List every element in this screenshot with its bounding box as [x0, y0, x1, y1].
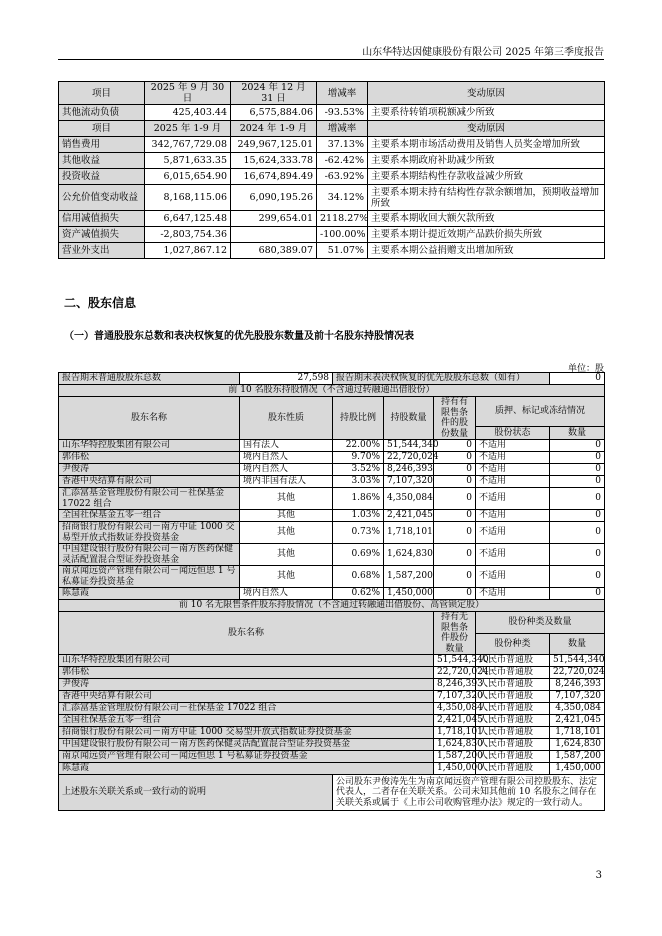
share-count: 8,246,393	[550, 679, 605, 691]
pledge-status: 不适用	[476, 440, 550, 452]
item-cell: 销售费用	[59, 137, 145, 153]
pledge-count: 0	[550, 488, 605, 510]
value-cell: 5,871,633.35	[145, 153, 231, 169]
holder-restricted: 0	[434, 464, 476, 476]
table-row	[59, 510, 605, 522]
pledge-count: 0	[550, 522, 605, 544]
header-cell: 2025 年 1-9 月	[145, 121, 231, 137]
holder-qty: 1,450,000	[384, 588, 434, 600]
header-cell: 股份种类	[476, 633, 550, 655]
reason-cell: 主要系本期政府补助减少所致	[368, 153, 605, 169]
holder-nature: 其他	[240, 544, 333, 566]
pledge-count: 0	[550, 452, 605, 464]
header-cell: 股份状态	[476, 427, 550, 440]
holder-name: 南京闻远资产管理有限公司－闻远恒思 1 号私募证券投资基金	[59, 751, 434, 763]
table-row	[59, 588, 605, 600]
unrestricted-qty: 22,720,024	[434, 667, 476, 679]
table-row	[59, 211, 605, 227]
holder-restricted: 0	[434, 476, 476, 488]
item-cell: 资产减值损失	[59, 227, 145, 243]
table-row	[59, 185, 605, 211]
holder-name: 郭伟松	[59, 667, 434, 679]
pref-holders-value: 0	[550, 373, 605, 385]
pledge-count: 0	[550, 544, 605, 566]
table-row	[59, 763, 605, 775]
header-cell: 增减率	[317, 121, 368, 137]
table-row	[59, 476, 605, 488]
unit-label: 单位：股	[567, 364, 604, 374]
value-cell: 8,168,115.06	[145, 185, 231, 211]
pledge-status: 不适用	[476, 488, 550, 510]
holder-qty: 1,587,200	[384, 566, 434, 588]
table-header-row	[59, 82, 605, 105]
pledge-count: 0	[550, 566, 605, 588]
header-cell: 股份种类及数量	[476, 612, 605, 634]
holder-name: 尹俊涛	[59, 679, 434, 691]
holder-ratio: 0.68%	[333, 566, 384, 588]
share-kind: 人民币普通股	[476, 703, 550, 715]
header-cell: 项目	[59, 82, 145, 105]
holder-restricted: 0	[434, 588, 476, 600]
holder-ratio: 1.86%	[333, 488, 384, 510]
share-kind: 人民币普通股	[476, 739, 550, 751]
table-header-row	[59, 397, 605, 427]
pledge-count: 0	[550, 588, 605, 600]
share-count: 2,421,045	[550, 715, 605, 727]
holder-ratio: 1.03%	[333, 510, 384, 522]
holder-name: 陈慧霞	[59, 588, 240, 600]
share-count: 1,718,101	[550, 727, 605, 739]
table-row	[59, 464, 605, 476]
item-cell: 信用减值损失	[59, 211, 145, 227]
holder-nature: 境内自然人	[240, 452, 333, 464]
value-cell: 1,027,867.12	[145, 243, 231, 259]
share-count: 4,350,084	[550, 703, 605, 715]
header-divider	[58, 59, 604, 60]
value-cell: 299,654.01	[231, 211, 317, 227]
holder-name: 山东华特控股集团有限公司	[59, 440, 240, 452]
holder-name: 招商银行股份有限公司－南方中证 1000 交易型开放式指数证券投资基金	[59, 522, 240, 544]
pledge-status: 不适用	[476, 476, 550, 488]
holder-qty: 7,107,320	[384, 476, 434, 488]
holder-restricted: 0	[434, 488, 476, 510]
pledge-status: 不适用	[476, 588, 550, 600]
table-header-row	[59, 612, 605, 634]
top10-title-row	[59, 385, 605, 397]
share-count: 1,450,000	[550, 763, 605, 775]
table-row	[59, 440, 605, 452]
holder-name: 全国社保基金五零一组合	[59, 510, 240, 522]
unrestricted-qty: 2,421,045	[434, 715, 476, 727]
holder-nature: 境内非国有法人	[240, 476, 333, 488]
pledge-status: 不适用	[476, 510, 550, 522]
header-cell: 数量	[550, 427, 605, 440]
holder-ratio: 9.70%	[333, 452, 384, 464]
pledge-count: 0	[550, 464, 605, 476]
holder-nature: 其他	[240, 488, 333, 510]
rate-cell: -63.92%	[317, 169, 368, 185]
table-row	[59, 703, 605, 715]
page-header: 山东华特达因健康股份有限公司 2025 年第三季度报告	[362, 47, 604, 58]
table-row	[59, 566, 605, 588]
pledge-status: 不适用	[476, 544, 550, 566]
item-cell: 营业外支出	[59, 243, 145, 259]
rate-cell: 2118.27%	[317, 211, 368, 227]
holder-qty: 4,350,084	[384, 488, 434, 510]
pledge-status: 不适用	[476, 566, 550, 588]
header-cell: 持有无限售条件股份数量	[434, 612, 476, 655]
header-cell: 增减率	[317, 82, 368, 105]
unrestricted-qty: 7,107,320	[434, 691, 476, 703]
value-cell: 15,624,333.78	[231, 153, 317, 169]
unrestricted-qty: 1,587,200	[434, 751, 476, 763]
holder-qty: 1,718,101	[384, 522, 434, 544]
holder-name: 南京闻远资产管理有限公司－闻远恒思 1 号私募证券投资基金	[59, 566, 240, 588]
value-cell: 6,090,195.26	[231, 185, 317, 211]
header-cell: 股东性质	[240, 397, 333, 440]
holder-nature: 境内自然人	[240, 588, 333, 600]
shareholder-table	[58, 372, 605, 811]
total-holders-label: 报告期末普通股股东总数	[59, 373, 240, 385]
value-cell: 249,967,125.01	[231, 137, 317, 153]
holder-name: 中国建设银行股份有限公司－南方医药保健灵活配置混合型证券投资基金	[59, 544, 240, 566]
value-cell: 425,403.44	[145, 105, 231, 121]
holder-qty: 2,421,045	[384, 510, 434, 522]
holder-name: 招商银行股份有限公司－南方中证 1000 交易型开放式指数证券投资基金	[59, 727, 434, 739]
holder-name: 香港中央结算有限公司	[59, 476, 240, 488]
holder-name: 汇添富基金管理股份有限公司－社保基金 17022 组合	[59, 703, 434, 715]
holder-ratio: 0.69%	[333, 544, 384, 566]
rate-cell: 34.12%	[317, 185, 368, 211]
rate-cell: -100.00%	[317, 227, 368, 243]
holder-name: 尹俊涛	[59, 464, 240, 476]
table-row	[59, 105, 605, 121]
holder-name: 香港中央结算有限公司	[59, 691, 434, 703]
table-row	[59, 522, 605, 544]
reason-cell: 主要系本期收回大额欠款所致	[368, 211, 605, 227]
share-count: 51,544,340	[550, 655, 605, 667]
holder-restricted: 0	[434, 522, 476, 544]
rate-cell: -93.53%	[317, 105, 368, 121]
header-cell: 质押、标记或冻结情况	[476, 397, 605, 427]
value-cell: 6,575,884.06	[231, 105, 317, 121]
share-kind: 人民币普通股	[476, 679, 550, 691]
holder-name: 山东华特控股集团有限公司	[59, 655, 434, 667]
pledge-status: 不适用	[476, 452, 550, 464]
holder-restricted: 0	[434, 452, 476, 464]
value-cell: 6,647,125.48	[145, 211, 231, 227]
top10-title: 前 10 名股东持股情况（不含通过转融通出借股份）	[59, 385, 605, 397]
share-count: 22,720,024	[550, 667, 605, 679]
share-kind: 人民币普通股	[476, 667, 550, 679]
table-row	[59, 715, 605, 727]
holder-name: 中国建设银行股份有限公司－南方医药保健灵活配置混合型证券投资基金	[59, 739, 434, 751]
relation-text: 公司股东尹俊涛先生为南京闻远资产管理有限公司控股股东、法定代表人，二者存在关联关系。公司未知其他前 10 名股东之间存在关联关系或属于《上市公司收购管理办法》规定的一致行动人。	[333, 775, 605, 811]
header-cell: 股东名称	[59, 612, 434, 655]
share-kind: 人民币普通股	[476, 655, 550, 667]
table-row	[59, 227, 605, 243]
pledge-count: 0	[550, 476, 605, 488]
value-cell: 680,389.07	[231, 243, 317, 259]
balance-change-table	[58, 81, 605, 259]
unrestricted-qty: 8,246,393	[434, 679, 476, 691]
item-cell: 其他收益	[59, 153, 145, 169]
holder-ratio: 3.03%	[333, 476, 384, 488]
table-row	[59, 544, 605, 566]
reason-cell: 主要系本期市场活动费用及销售人员奖金增加所致	[368, 137, 605, 153]
reason-cell: 主要系待转销项税额减少所致	[368, 105, 605, 121]
table-row	[59, 137, 605, 153]
rate-cell: -62.42%	[317, 153, 368, 169]
share-kind: 人民币普通股	[476, 751, 550, 763]
holder-qty: 8,246,393	[384, 464, 434, 476]
holder-restricted: 0	[434, 544, 476, 566]
holder-nature: 国有法人	[240, 440, 333, 452]
rate-cell: 51.07%	[317, 243, 368, 259]
holder-name: 汇添富基金管理股份有限公司－社保基金 17022 组合	[59, 488, 240, 510]
holder-name: 全国社保基金五零一组合	[59, 715, 434, 727]
table-row	[59, 488, 605, 510]
header-cell: 持股数量	[384, 397, 434, 440]
pref-holders-label: 报告期末表决权恢复的优先股股东总数（如有）	[333, 373, 550, 385]
unrestricted-qty: 4,350,084	[434, 703, 476, 715]
holder-nature: 其他	[240, 522, 333, 544]
header-cell: 2024 年 1-9 月	[231, 121, 317, 137]
header-cell: 2024 年 12 月 31 日	[231, 82, 317, 105]
share-count: 1,587,200	[550, 751, 605, 763]
header-cell: 项目	[59, 121, 145, 137]
holder-nature: 其他	[240, 510, 333, 522]
unrestricted-title: 前 10 名无限售条件股东持股情况（不含通过转融通出借股份、高管锁定股）	[59, 600, 605, 612]
unrestricted-qty: 1,718,101	[434, 727, 476, 739]
share-kind: 人民币普通股	[476, 715, 550, 727]
pledge-count: 0	[550, 510, 605, 522]
header-cell: 数量	[550, 633, 605, 655]
table-header-row	[59, 121, 605, 137]
value-cell: 16,674,894.49	[231, 169, 317, 185]
header-cell: 持有有限售条件的股份数量	[434, 397, 476, 440]
value-cell: 6,015,654.90	[145, 169, 231, 185]
holder-restricted: 0	[434, 566, 476, 588]
relation-row	[59, 775, 605, 811]
share-count: 7,107,320	[550, 691, 605, 703]
unrestricted-qty: 51,544,340	[434, 655, 476, 667]
reason-cell: 主要系本期计提近效期产品跌价损失所致	[368, 227, 605, 243]
share-kind: 人民币普通股	[476, 763, 550, 775]
table-row	[59, 667, 605, 679]
holder-name: 陈慧霞	[59, 763, 434, 775]
table-row	[59, 153, 605, 169]
share-kind: 人民币普通股	[476, 691, 550, 703]
header-cell: 变动原因	[368, 121, 605, 137]
reason-cell: 主要系本期末持有结构性存款余额增加，预期收益增加所致	[368, 185, 605, 211]
unrestricted-qty: 1,624,830	[434, 739, 476, 751]
holder-ratio: 0.62%	[333, 588, 384, 600]
reason-cell: 主要系本期公益捐赠支出增加所致	[368, 243, 605, 259]
table-row	[59, 739, 605, 751]
holder-name: 郭伟松	[59, 452, 240, 464]
share-count: 1,624,830	[550, 739, 605, 751]
relation-label: 上述股东关联关系或一致行动的说明	[59, 775, 333, 811]
header-cell: 变动原因	[368, 82, 605, 105]
table-row	[59, 727, 605, 739]
table-row	[59, 691, 605, 703]
reason-cell: 主要系本期结构性存款收益减少所致	[368, 169, 605, 185]
item-cell: 其他流动负债	[59, 105, 145, 121]
table-row	[59, 751, 605, 763]
table-row	[59, 452, 605, 464]
holder-restricted: 0	[434, 510, 476, 522]
unrestricted-title-row	[59, 600, 605, 612]
page-number: 3	[595, 870, 602, 881]
holder-nature: 境内自然人	[240, 464, 333, 476]
holder-restricted: 0	[434, 440, 476, 452]
value-cell: -2,803,754.36	[145, 227, 231, 243]
pledge-count: 0	[550, 440, 605, 452]
holder-qty: 51,544,340	[384, 440, 434, 452]
header-cell: 持股比例	[333, 397, 384, 440]
table-row	[59, 679, 605, 691]
value-cell	[231, 227, 317, 243]
holder-qty: 1,624,830	[384, 544, 434, 566]
table-row	[59, 243, 605, 259]
section-title: 二、股东信息	[64, 296, 137, 310]
summary-row	[59, 373, 605, 385]
share-kind: 人民币普通股	[476, 727, 550, 739]
holder-qty: 22,720,024	[384, 452, 434, 464]
total-holders-value: 27,598	[240, 373, 333, 385]
table-row	[59, 169, 605, 185]
pledge-status: 不适用	[476, 464, 550, 476]
pledge-status: 不适用	[476, 522, 550, 544]
section-subtitle: （一）普通股股东总数和表决权恢复的优先股股东数量及前十名股东持股情况表	[64, 331, 414, 342]
value-cell: 342,767,729.08	[145, 137, 231, 153]
rate-cell: 37.13%	[317, 137, 368, 153]
header-cell: 股东名称	[59, 397, 240, 440]
holder-ratio: 3.52%	[333, 464, 384, 476]
table-row	[59, 655, 605, 667]
item-cell: 投资收益	[59, 169, 145, 185]
holder-ratio: 0.73%	[333, 522, 384, 544]
unrestricted-qty: 1,450,000	[434, 763, 476, 775]
header-cell: 2025 年 9 月 30 日	[145, 82, 231, 105]
item-cell: 公允价值变动收益	[59, 185, 145, 211]
holder-ratio: 22.00%	[333, 440, 384, 452]
holder-nature: 其他	[240, 566, 333, 588]
